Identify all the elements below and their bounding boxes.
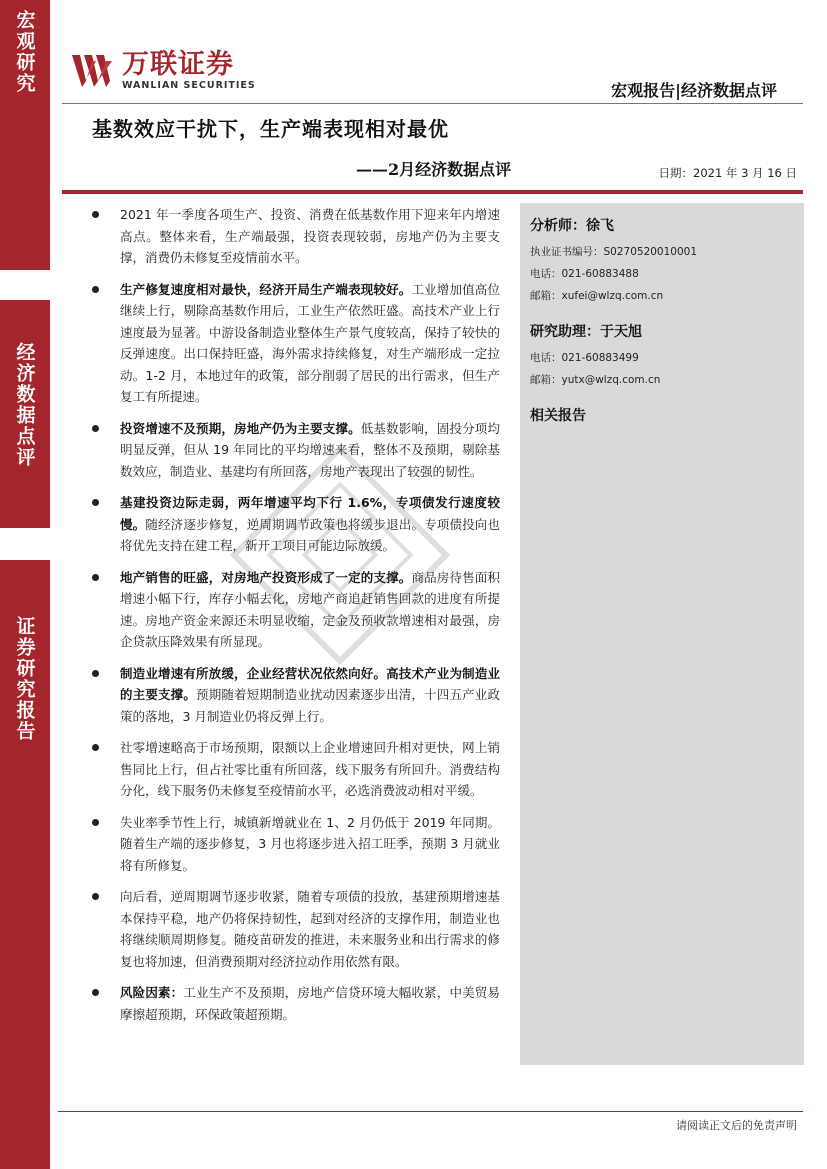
page-title: 基数效应干扰下，生产端表现相对最优	[92, 117, 449, 141]
side-label-macro: 宏观研究	[13, 10, 36, 94]
bullet-dot-icon	[92, 574, 99, 581]
side-category-strip	[0, 0, 50, 1169]
list-item	[90, 737, 500, 802]
bullet-dot-icon	[92, 819, 99, 826]
assistant-heading: 研究助理：于天旭	[530, 324, 642, 340]
related-reports-heading: 相关报告	[530, 408, 586, 424]
bullet-text: 工业生产不及预期，房地产信贷环境大幅收紧，中美贸易摩擦超预期，环保政策超预期。	[120, 985, 500, 1022]
wanlian-logo-icon	[70, 51, 116, 91]
analyst-heading: 分析师：徐飞	[530, 218, 614, 234]
side-block-macro	[0, 0, 50, 270]
assistant-phone: 电话：021-60883499	[530, 352, 639, 364]
logo-english-name: WANLIAN SECURITIES	[122, 80, 256, 91]
bullet-text: 随经济逐步修复，逆周期调节政策也将缓步退出。专项债投向也将优先支持在建工程，新开工项目可能边际放缓。	[120, 516, 500, 553]
list-item	[90, 204, 500, 269]
bullet-text: 商品房待售面积增速小幅下行，库存小幅去化，房地产商追赶销售回款的进度有所提速。房地产资金来源还未明显收缩，定金及预收款增速相对最强，房企贷款压降效果有所显现。	[120, 569, 500, 649]
side-block-securities-report	[0, 560, 50, 1169]
bullet-lead: 制造业增速有所放缓，企业经营状况依然向好。高技术产业为制造业的主要支撑。	[120, 665, 500, 702]
bullet-text: 2021 年一季度各项生产、投资、消费在低基数作用下迎来年内增速高点。整体来看，生产端最强，投资表现较弱，房地产仍为主要支撑，消费仍未修复至疫情前水平。	[120, 207, 500, 265]
side-block-data-review	[0, 300, 50, 528]
logo-chinese-name: 万联证券	[122, 49, 234, 80]
bullet-dot-icon	[92, 893, 99, 900]
header-divider	[62, 103, 803, 104]
bullet-text: 低基数影响，固投分项均明显反弹，但从 19 年同比的平均增速来看，整体不及预期，剔除基数效应，制造业、基建均有所回落，房地产表现出了较强的韧性。	[120, 420, 500, 479]
analyst-email: 邮箱：xufei@wlzq.com.cn	[530, 290, 664, 302]
list-item	[90, 663, 500, 728]
bullet-dot-icon	[92, 211, 99, 218]
bullet-dot-icon	[92, 499, 99, 506]
bullet-dot-icon	[92, 286, 99, 293]
bullet-text: 向后看，逆周期调节逐步收紧，随着专项债的投放，基建预期增速基本保持平稳，地产仍将保持韧性，起到对经济的支撑作用，制造业也将继续顺周期修复。随疫苗研发的推进，未来服务业和出行需求的修复也将加速，但消费预期对经济拉动作用依然有限。	[120, 889, 500, 969]
list-item	[90, 812, 500, 877]
bullet-text: 工业增加值高位继续上行，剔除高基数作用后，工业生产依然旺盛。高技术产业上行速度最为显著。中游设备制造业整体生产景气度较高，保持了较快的反弹速度。出口保持旺盛，海外需求持续修复，对生产端形成一定拉动。1-2 月，本地过年的政策，部分削弱了居民的出行需求，但生产复工有所提速。	[120, 281, 500, 404]
list-item	[90, 279, 500, 408]
list-item	[90, 886, 500, 972]
analyst-phone: 电话：021-60883488	[530, 268, 639, 280]
bullet-lead: 地产销售的旺盛，对房地产投资形成了一定的支撑。	[120, 569, 412, 585]
list-item	[90, 982, 500, 1025]
bullet-dot-icon	[92, 744, 99, 751]
side-label-securities-report: 证券研究报告	[13, 616, 36, 742]
bullet-lead: 投资增速不及预期，房地产仍为主要支撑。	[120, 420, 361, 436]
bullet-dot-icon	[92, 989, 99, 996]
bullet-text: 失业率季节性上行，城镇新增就业在 1、2 月仍低于 2019 年同期。随着生产端的逐步修复，3 月也将逐步进入招工旺季，预期 3 月就业将有所修复。	[120, 814, 500, 873]
footer-divider	[58, 1111, 803, 1112]
list-item	[90, 418, 500, 483]
bullet-text: 社零增速略高于市场预期，限额以上企业增速回升相对更快，网上销售同比上行，但占社零比重有所回落，线下服务有所回升。消费结构分化，线下服务仍未修复至疫情前水平，必选消费波动相对平缓。	[120, 740, 500, 798]
report-type-label: 宏观报告|经济数据点评	[611, 81, 777, 100]
bullet-text: 预期随着短期制造业扰动因素逐步出清，十四五产业政策的落地，3 月制造业仍将反弹上行。	[120, 687, 500, 724]
side-label-data-review: 经济数据点评	[13, 342, 36, 468]
company-logo	[70, 50, 256, 92]
report-date: 日期：2021 年 3 月 16 日	[658, 166, 797, 180]
analyst-certificate: 执业证书编号：S0270520010001	[530, 246, 698, 258]
title-divider	[62, 190, 803, 194]
bullet-lead: 风险因素：	[120, 985, 184, 1000]
disclaimer-note: 请阅读正文后的免责声明	[676, 1119, 797, 1132]
bullet-lead: 基建投资边际走弱，两年增速平均下行 1.6%，专项债发行速度较慢。	[120, 495, 500, 532]
assistant-email: 邮箱：yutx@wlzq.com.cn	[530, 374, 661, 386]
bullet-lead: 生产修复速度相对最快，经济开局生产端表现较好。	[120, 281, 412, 297]
bullet-dot-icon	[92, 670, 99, 677]
analyst-sidebar	[520, 203, 804, 1065]
bullet-dot-icon	[92, 425, 99, 432]
page-subtitle: ——2月经济数据点评	[356, 160, 512, 179]
